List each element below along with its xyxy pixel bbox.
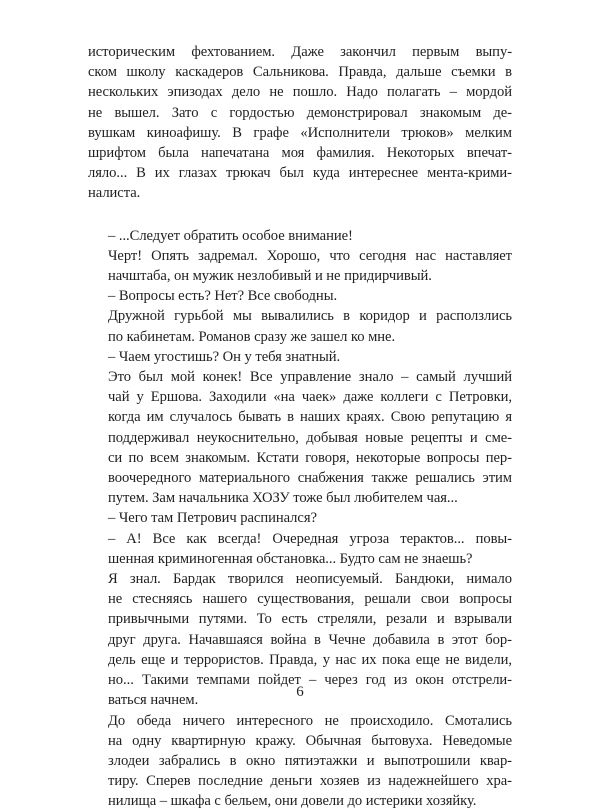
text-line: но... Такими темпами пойдет – через год из окон отстрели- (108, 672, 512, 689)
paragraph (88, 306, 512, 346)
text-line: До обеда ничего интересного не происходило. Смотались (108, 712, 512, 729)
paragraph (88, 347, 512, 367)
section-gap (88, 204, 512, 226)
text-line: Дружной гурьбой мы вывалились в коридор и расползлись (108, 308, 512, 325)
paragraph (88, 508, 512, 528)
text-line: путем. Зам начальника ХОЗУ тоже был любителем чая... (108, 490, 458, 507)
text-line: – А! Все как всегда! Очередная угроза терактов... повы- (108, 530, 512, 547)
text-line: ляло... В их глазах трюкач был куда интереснее мента-крими- (88, 165, 512, 182)
paragraph (88, 367, 512, 508)
text-line: друг друга. Начавшаяся война в Чечне добавила в этот бор- (108, 631, 512, 648)
text-line: – ...Следует обратить особое внимание! (108, 227, 353, 244)
paragraph (88, 711, 512, 812)
text-line: Это был мой конек! Все управление знало – самый лучший (108, 369, 512, 386)
text-line: нескольких эпизодах дело не пошло. Надо полагать – мордой (88, 84, 512, 101)
text-line: ском школу каскадеров Сальникова. Правда, дальше съемки в (88, 64, 512, 81)
text-line: – Чаем угостишь? Он у тебя знатный. (108, 348, 341, 365)
text-line: не вышел. Зато с гордостью демонстрировал знакомым де- (88, 104, 512, 121)
text-line: – Чего там Петрович распинался? (108, 510, 317, 527)
text-line: начштаба, он мужик незлобивый и не придирчивый. (108, 268, 432, 285)
page-number: 6 (296, 684, 304, 700)
text-line: когда им случалось бывать в наших краях. Свою репутацию я (108, 409, 512, 426)
paragraph (88, 246, 512, 286)
text-line: воочередного материального снабжения также решались этим (108, 470, 512, 487)
text-line: привычными путями. То есть стреляли, резали и взрывали (108, 611, 512, 628)
text-line: на одну квартирную кражу. Обычная бытовуха. Неведомые (108, 732, 512, 749)
text-line: налиста. (88, 185, 141, 202)
text-line: Я знал. Бардак творился неописуемый. Бандюки, нимало (108, 571, 512, 588)
text-line: злодеи забрались в окно пятиэтажки и выпотрошили квар- (108, 752, 512, 769)
text-line: Черт! Опять задремал. Хорошо, что сегодня нас наставляет (108, 247, 512, 264)
text-line: шенная криминогенная обстановка... Будто сам не знаешь? (108, 550, 473, 567)
text-line: тиру. Сперев последние деньги хозяев из надежнейшего хра- (108, 773, 512, 790)
paragraph (88, 42, 512, 204)
text-line: дель еще и террористов. Правда, у нас их пока еще не видели, (108, 651, 512, 668)
text-line: чай у Ершова. Заходили «на чаек» даже коллеги с Петровки, (108, 389, 512, 406)
text-line: вушкам киноафишу. В графе «Исполнители трюков» мелким (88, 124, 512, 141)
paragraph (88, 286, 512, 306)
text-line: по кабинетам. Романов сразу же зашел ко мне. (108, 328, 396, 345)
text-line: ваться начнем. (108, 692, 199, 709)
paragraph (88, 226, 512, 246)
text-line: историческим фехтованием. Даже закончил первым выпу- (88, 44, 512, 60)
paragraph (88, 529, 512, 569)
text-line: поддерживал неукоснительно, добывая новые рецепты и сме- (108, 429, 512, 446)
text-line: си по всем знакомым. Кстати говоря, некоторые вопросы пер- (108, 449, 512, 466)
text-line: нилища – шкафа с бельем, они довели до истерики хозяйку. (108, 793, 477, 810)
text-line: шрифтом была напечатана моя фамилия. Некоторых впечат- (88, 145, 512, 162)
text-line: – Вопросы есть? Нет? Все свободны. (108, 288, 338, 305)
text-line: не стесняясь нашего существования, решали свои вопросы (108, 591, 512, 608)
